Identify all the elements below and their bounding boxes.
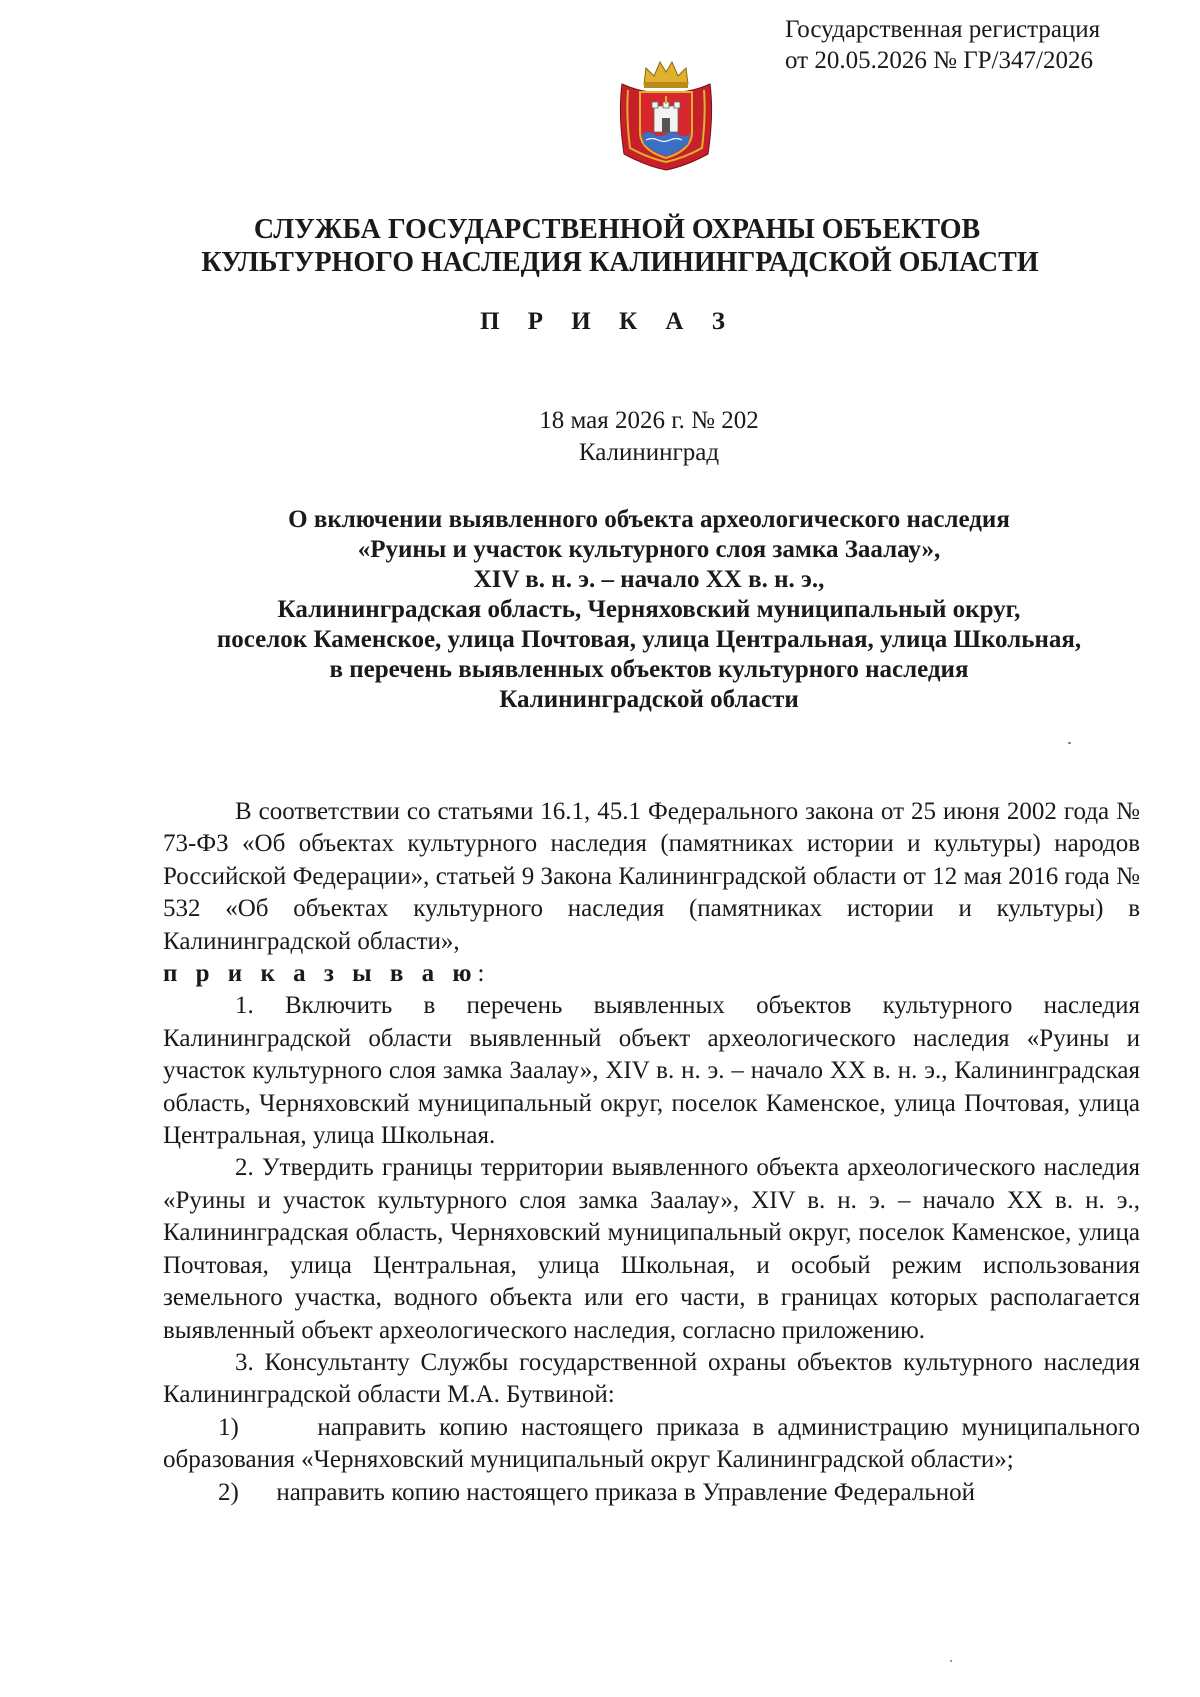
subitem-2-text: направить копию настоящего приказа в Управление Федеральной xyxy=(276,1478,975,1506)
item-2: 2. Утвердить границы территории выявленного объекта археологического наследия «Руины и участок культурного слоя замка Заалау», XIV в. н. э. – начало XX в. н. э., Калининградская область, Черняховский муниципальный округ, поселок Каменское, улица Почтовая, улица Центральная, улица Школьная, и особый режим использования земельного участка, водного объекта или его части, в границах которых располагается выявленный объект археологического наследия, согласно приложению. xyxy=(163,1154,1140,1344)
agency-name-line-2: КУЛЬТУРНОГО НАСЛЕДИЯ КАЛИНИНГРАДСКОЙ ОБЛАСТИ xyxy=(201,247,1039,278)
subitem-1-text: направить копию настоящего приказа в администрацию муниципального образования «Черняховский муниципальный округ Калининградской области»; xyxy=(163,1413,1141,1474)
agency-name-line-1: СЛУЖБА ГОСУДАРСТВЕННОЙ ОХРАНЫ ОБЪЕКТОВ xyxy=(253,214,981,245)
date-number: 18 мая 2026 г. № 202 xyxy=(539,407,759,434)
coat-of-arms-icon xyxy=(616,54,716,172)
subitem-2 xyxy=(163,1477,1140,1509)
subitem-2-number: 2) xyxy=(218,1478,239,1506)
item-3: 3. Консультанту Службы государственной охраны объектов культурного наследия Калининградской области М.А. Бутвиной: xyxy=(163,1348,1140,1409)
preamble-paragraph: В соответствии со статьями 16.1, 45.1 Федерального закона от 25 июня 2002 года № 73-ФЗ «Об объектах культурного наследия (памятниках истории и культуры) народов Российской Федерации», статьей 9 Закона Калининградской области от 12 мая 2016 года № 532 «Об объектах культурного наследия (памятниках истории и культуры) в Калининградской области», xyxy=(163,798,1140,955)
order-word: п р и к а з ы в а ю xyxy=(163,960,478,988)
date-block xyxy=(0,405,1200,469)
item-1: 1. Включить в перечень выявленных объектов культурного наследия Калининградской области выявленный объект археологического наследия «Руины и участок культурного слоя замка Заалау», XIV в. н. э. – начало XX в. н. э., Калининградская область, Черняховский муниципальный округ, поселок Каменское, улица Почтовая, улица Центральная, улица Школьная. xyxy=(163,992,1140,1150)
subject-line: поселок Каменское, улица Почтовая, улица Центральная, улица Школьная, xyxy=(216,626,1082,653)
registration-line-2: от 20.05.2026 № ГР/347/2026 xyxy=(785,47,1093,74)
subject-line: в перечень выявленных объектов культурного наследия xyxy=(329,656,969,683)
city: Калининград xyxy=(578,439,720,466)
subitem-1 xyxy=(163,1412,1140,1477)
order-colon: : xyxy=(477,960,485,988)
order-subject xyxy=(0,505,1200,715)
registration-line-1: Государственная регистрация xyxy=(785,16,1101,43)
subject-line: Калининградская область, Черняховский муниципальный округ, xyxy=(277,596,1021,623)
registration-stamp xyxy=(785,14,1100,76)
subject-line: XIV в. н. э. – начало XX в. н. э., xyxy=(473,566,825,593)
agency-name xyxy=(0,213,1200,279)
subject-line: Калининградской области xyxy=(499,686,799,713)
scan-speck xyxy=(950,1660,952,1662)
subject-line: О включении выявленного объекта археологического наследия xyxy=(288,506,1010,533)
document-type: П Р И К А З xyxy=(480,308,736,335)
scan-speck xyxy=(1068,742,1071,744)
order-body xyxy=(163,796,1140,1509)
subject-line: «Руины и участок культурного слоя замка Заалау», xyxy=(357,536,941,563)
subitem-1-number: 1) xyxy=(218,1413,239,1441)
order-directive xyxy=(163,958,1140,990)
